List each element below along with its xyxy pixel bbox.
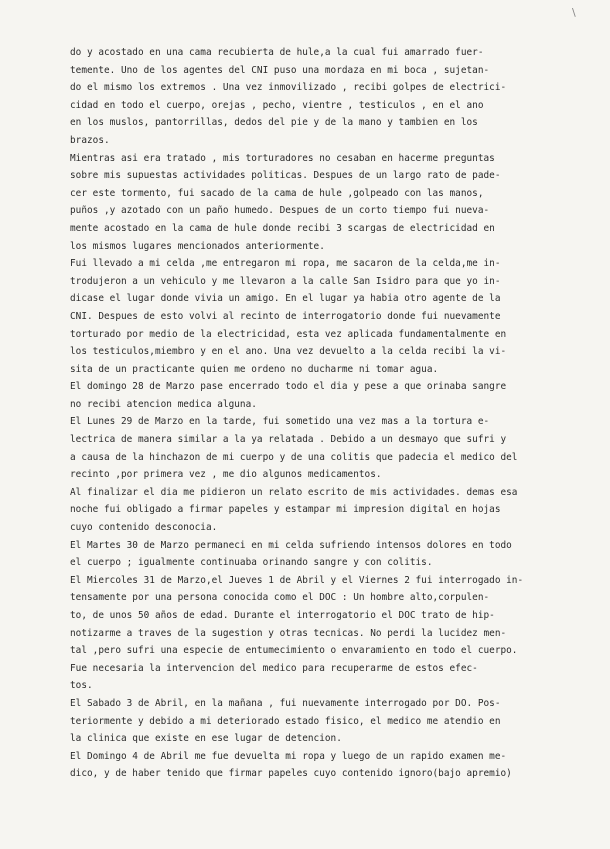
corner-mark: \ [572, 6, 576, 19]
text-line: teriormente y debido a mi deteriorado estado fisico, el medico me atendio en [70, 715, 501, 727]
text-line: cer este tormento, fui sacado de la cama de hule ,golpeado con las manos, [70, 187, 484, 199]
document-body [70, 44, 590, 783]
text-line: dicase el lugar donde vivia un amigo. En el lugar ya habia otro agente de la [70, 293, 501, 305]
text-line: la clinica que existe en ese lugar de detencion. [70, 733, 342, 745]
text-line: El Domingo 4 de Abril me fue devuelta mi ropa y luego de un rapido examen me- [70, 750, 507, 762]
text-line: notizarme a traves de la sugestion y otras tecnicas. No perdi la lucidez men- [70, 627, 507, 639]
text-line: los mismos lugares mencionados anteriormente. [70, 240, 325, 252]
text-line: tal ,pero sufri una especie de entumecimiento o envaramiento en todo el cuerpo. [70, 645, 518, 657]
text-line: El Sabado 3 de Abril, en la mañana , fui nuevamente interrogado por DO. Pos- [70, 697, 501, 709]
text-line: torturado por medio de la electricidad, esta vez aplicada fundamentalmente en [70, 328, 507, 340]
text-line: temente. Uno de los agentes del CNI puso una mordaza en mi boca , sujetan- [70, 64, 490, 76]
text-line: recinto ,por primera vez , me dio algunos medicamentos. [70, 469, 382, 481]
text-line: El Martes 30 de Marzo permaneci en mi celda sufriendo intensos dolores en todo [70, 539, 512, 551]
text-line: El Miercoles 31 de Marzo,el Jueves 1 de Abril y el Viernes 2 fui interrogado in- [70, 574, 524, 586]
text-line: dico, y de haber tenido que firmar papeles cuyo contenido ignoro(bajo apremio) [70, 768, 512, 780]
text-line: tos. [70, 680, 93, 692]
text-line: CNI. Despues de esto volvi al recinto de interrogatorio donde fui nuevamente [70, 310, 501, 322]
text-line: lectrica de manera similar a la ya relatada . Debido a un desmayo que sufri y [70, 434, 507, 446]
text-line: noche fui obligado a firmar papeles y estampar mi impresion digital en hojas [70, 504, 501, 516]
text-line: Al finalizar el dia me pidieron un relato escrito de mis actividades. demas esa [70, 486, 518, 498]
text-line: mente acostado en la cama de hule donde recibi 3 scargas de electricidad en [70, 222, 495, 234]
text-line: sobre mis supuestas actividades politicas. Despues de un largo rato de pade- [70, 170, 501, 182]
text-line: puños ,y azotado con un paño humedo. Despues de un corto tiempo fui nueva- [70, 205, 490, 217]
text-line: no recibi atencion medica alguna. [70, 398, 257, 410]
text-line: Fue necesaria la intervencion del medico para recuperarme de estos efec- [70, 662, 478, 674]
text-line: el cuerpo ; igualmente continuaba orinando sangre y con colitis. [70, 557, 433, 569]
text-line: tensamente por una persona conocida como el DOC : Un hombre alto,corpulen- [70, 592, 490, 604]
text-line: cidad en todo el cuerpo, orejas , pecho, vientre , testiculos , en el ano [70, 99, 484, 111]
text-line: cuyo contenido desconocia. [70, 522, 218, 534]
text-line: a causa de la hinchazon de mi cuerpo y de una colitis que padecia el medico del [70, 451, 518, 463]
text-line: en los muslos, pantorrillas, dedos del pie y de la mano y tambien en los [70, 117, 478, 129]
text-line: Fui llevado a mi celda ,me entregaron mi ropa, me sacaron de la celda,me in- [70, 258, 501, 270]
text-line: Mientras asi era tratado , mis torturadores no cesaban en hacerme preguntas [70, 152, 495, 164]
text-line: los testiculos,miembro y en el ano. Una vez devuelto a la celda recibi la vi- [70, 346, 507, 358]
text-line: El domingo 28 de Marzo pase encerrado todo el dia y pese a que orinaba sangre [70, 381, 507, 393]
text-line: do y acostado en una cama recubierta de hule,a la cual fui amarrado fuer- [70, 47, 484, 58]
text-line: brazos. [70, 134, 110, 146]
text-line: sita de un practicante quien me ordeno no ducharme ni tomar agua. [70, 363, 439, 375]
text-line: trodujeron a un vehiculo y me llevaron a la calle San Isidro para que yo in- [70, 275, 501, 287]
text-line: to, de unos 50 años de edad. Durante el interrogatorio el DOC trato de hip- [70, 610, 495, 621]
text-line: do el mismo los extremos . Una vez inmovilizado , recibi golpes de electrici- [70, 82, 507, 94]
text-line: El Lunes 29 de Marzo en la tarde, fui sometido una vez mas a la tortura e- [70, 416, 490, 428]
